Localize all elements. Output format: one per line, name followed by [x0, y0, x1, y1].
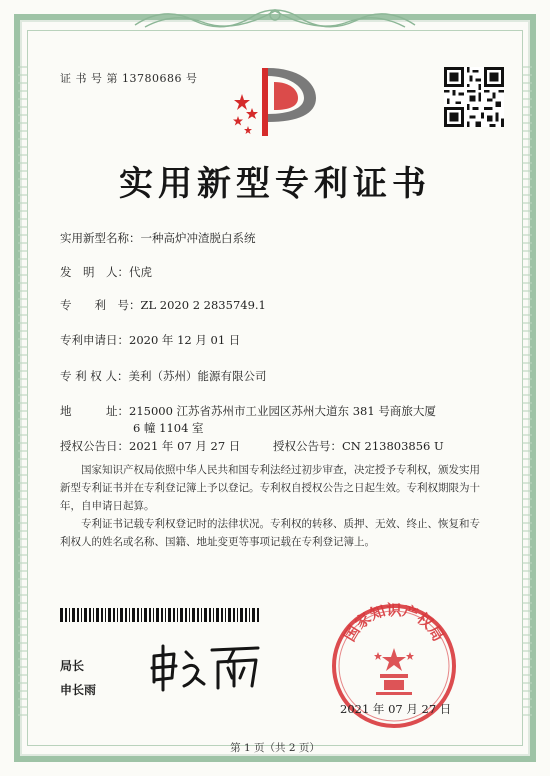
barcode-bar	[120, 608, 123, 622]
page-number: 第 1 页（共 2 页）	[230, 742, 320, 754]
patentee-value: 美利（苏州）能源有限公司	[128, 369, 267, 383]
barcode-bar	[165, 608, 166, 622]
inventor-row	[60, 264, 152, 280]
qr-code	[444, 67, 504, 131]
patentee-row	[60, 368, 266, 384]
barcode-bar	[240, 608, 243, 622]
application-date-label: 专利申请日：	[60, 333, 129, 347]
seal-text: 国家知识产权局	[340, 602, 448, 645]
barcode-bar	[213, 608, 214, 622]
utility-model-name-label: 实用新型名称：	[60, 231, 141, 245]
grant-number-label: 授权公告号：	[273, 439, 342, 453]
barcode-bar	[93, 608, 94, 622]
barcode-bar	[144, 608, 147, 622]
barcode-bar	[77, 608, 79, 622]
barcode-bar	[84, 608, 87, 622]
director-signature	[148, 642, 268, 696]
barcode-bar	[177, 608, 178, 622]
barcode-bar	[105, 608, 106, 622]
legal-paragraph-1: 国家知识产权局依照中华人民共和国专利法经过初步审查，决定授予专利权，颁发实用新型专利证书并在专利登记簿上予以登记。专利权自授权公告之日起生效。专利权期限为十年，自申请日起算。	[60, 464, 480, 512]
director-name: 申长雨	[60, 683, 97, 697]
barcode-bar	[173, 608, 175, 622]
director-title: 局长	[60, 659, 85, 673]
grant-date-row	[60, 438, 240, 454]
barcode-bar	[245, 608, 247, 622]
barcode-bar	[156, 608, 159, 622]
barcode-bar	[149, 608, 151, 622]
barcode-bar	[185, 608, 187, 622]
barcode-bar	[60, 608, 63, 622]
barcode-bar	[225, 608, 226, 622]
certificate-title: 实用新型专利证书	[119, 164, 431, 204]
grant-number-row	[273, 438, 444, 454]
application-date-row	[60, 332, 240, 348]
barcode-bar	[168, 608, 171, 622]
grant-number-value: CN 213803856 U	[342, 439, 444, 453]
barcode-bar	[233, 608, 235, 622]
address-row	[60, 403, 436, 419]
application-date-value: 2020 年 12 月 01 日	[129, 333, 241, 347]
barcode-bar	[117, 608, 118, 622]
barcode-bar	[108, 608, 111, 622]
barcode-bar	[132, 608, 135, 622]
barcode-bar	[137, 608, 139, 622]
grant-date-label: 授权公告日：	[60, 439, 129, 453]
barcode-bar	[129, 608, 130, 622]
patentee-label: 专 利 权 人：	[60, 369, 129, 383]
barcode-bar	[141, 608, 142, 622]
barcode	[60, 607, 260, 626]
barcode-bar	[153, 608, 154, 622]
barcode-bar	[237, 608, 238, 622]
barcode-bar	[81, 608, 82, 622]
patent-number-value: ZL 2020 2 2835749.1	[140, 298, 266, 312]
barcode-bar	[249, 608, 250, 622]
patent-number-label: 专 利 号：	[60, 298, 141, 312]
barcode-bar	[189, 608, 190, 622]
barcode-bar	[257, 608, 259, 622]
address-line1: 215000 江苏省苏州市工业园区苏州大道东 381 号商旅大厦	[129, 404, 436, 418]
barcode-bar	[201, 608, 202, 622]
barcode-bar	[204, 608, 207, 622]
utility-model-name-row	[60, 230, 256, 246]
seal-date: 2021 年 07 月 27 日	[340, 702, 452, 716]
barcode-bar	[113, 608, 115, 622]
barcode-bar	[65, 608, 67, 622]
address-label: 地 址：	[60, 404, 129, 418]
address-line2: 6 幢 1104 室	[133, 421, 204, 435]
legal-paragraph-2: 专利证书记载专利权登记时的法律状况。专利权的转移、质押、无效、终止、恢复和专利权人的姓名或名称、国籍、地址变更等事项记载在专利登记簿上。	[60, 518, 480, 548]
grant-date-value: 2021 年 07 月 27 日	[129, 439, 241, 453]
barcode-bar	[209, 608, 211, 622]
barcode-bar	[101, 608, 103, 622]
barcode-bar	[221, 608, 223, 622]
barcode-bar	[216, 608, 219, 622]
svg-text:国家知识产权局	[340, 602, 447, 645]
barcode-bar	[192, 608, 195, 622]
barcode-bar	[197, 608, 199, 622]
barcode-bar	[161, 608, 163, 622]
cnipa-logo	[228, 62, 322, 146]
barcode-bar	[180, 608, 183, 622]
inventor-value: 代虎	[129, 265, 152, 279]
barcode-bar	[125, 608, 127, 622]
barcode-bar	[69, 608, 70, 622]
barcode-bar	[228, 608, 231, 622]
certificate-number: 证 书 号 第 13780686 号	[60, 72, 198, 85]
barcode-bar	[72, 608, 75, 622]
barcode-bar	[252, 608, 255, 622]
utility-model-name-value: 一种高炉冲渣脱白系统	[140, 231, 256, 245]
top-ornament	[0, 0, 550, 36]
patent-number-row	[60, 297, 266, 313]
barcode-bar	[89, 608, 91, 622]
barcode-bar	[96, 608, 99, 622]
inventor-label: 发 明 人：	[60, 265, 129, 279]
